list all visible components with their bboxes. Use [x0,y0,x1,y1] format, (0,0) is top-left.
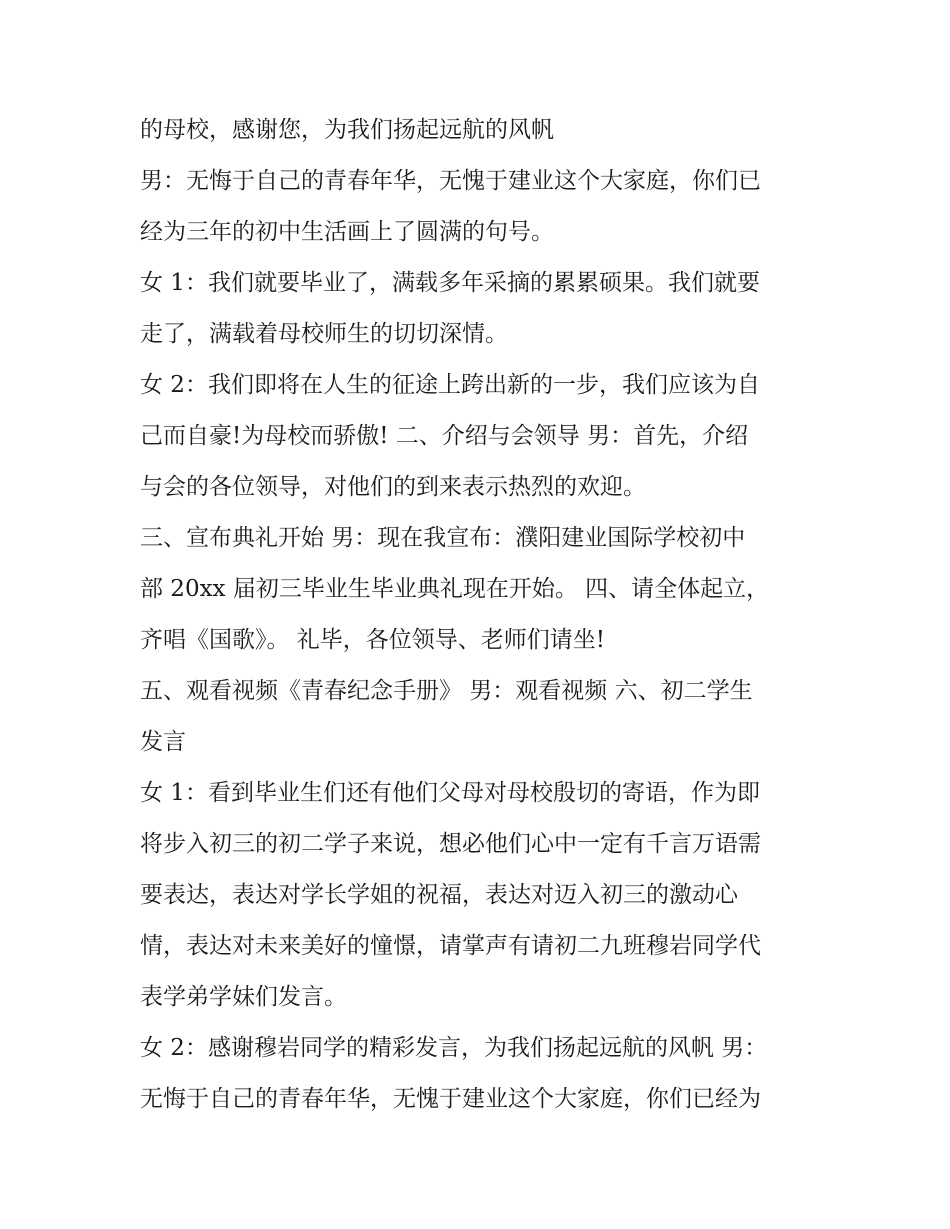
text-line-11: 齐唱《国歌》。 礼毕，各位领导、老师们请坐! [140,627,606,653]
text-line-4: 女 1：我们就要毕业了，满载多年采摘的累累硕果。我们就要 [140,270,760,296]
text-line-7: 己而自豪!为母校而骄傲! 二、介绍与会领导 男：首先，介绍 [140,423,749,449]
text-line-3: 经为三年的初中生活画上了圆满的句号。 [140,219,554,245]
text-line-17: 情，表达对未来美好的憧憬，请掌声有请初二九班穆岩同学代 [140,933,761,959]
text-line-13: 发言 [140,729,186,755]
text-line-20: 无悔于自己的青春年华，无愧于建业这个大家庭，你们已经为 [140,1086,761,1112]
text-line-6: 女 2：我们即将在人生的征途上跨出新的一步，我们应该为自 [140,372,760,398]
text-line-19: 女 2：感谢穆岩同学的精彩发言，为我们扬起远航的风帆 男： [140,1035,768,1061]
text-line-8: 与会的各位领导，对他们的到来表示热烈的欢迎。 [140,474,646,500]
text-line-12: 五、观看视频《青春纪念手册》 男：观看视频 六、初二学生 [140,678,753,704]
text-line-2: 男：无悔于自己的青春年华，无愧于建业这个大家庭，你们已 [140,168,761,194]
text-line-9: 三、宣布典礼开始 男：现在我宣布：濮阳建业国际学校初中 [140,525,746,551]
text-line-1: 的母校，感谢您，为我们扬起远航的风帆 [140,117,554,143]
text-line-5: 走了，满载着母校师生的切切深情。 [140,321,508,347]
text-line-15: 将步入初三的初二学子来说，想必他们心中一定有千言万语需 [140,831,761,857]
text-line-16: 要表达，表达对学长学姐的祝福，表达对迈入初三的激动心 [140,882,738,908]
text-line-14: 女 1：看到毕业生们还有他们父母对母校殷切的寄语，作为即 [140,780,760,806]
text-line-18: 表学弟学妹们发言。 [140,984,347,1010]
text-line-10: 部 20xx 届初三毕业生毕业典礼现在开始。 四、请全体起立， [140,576,770,602]
